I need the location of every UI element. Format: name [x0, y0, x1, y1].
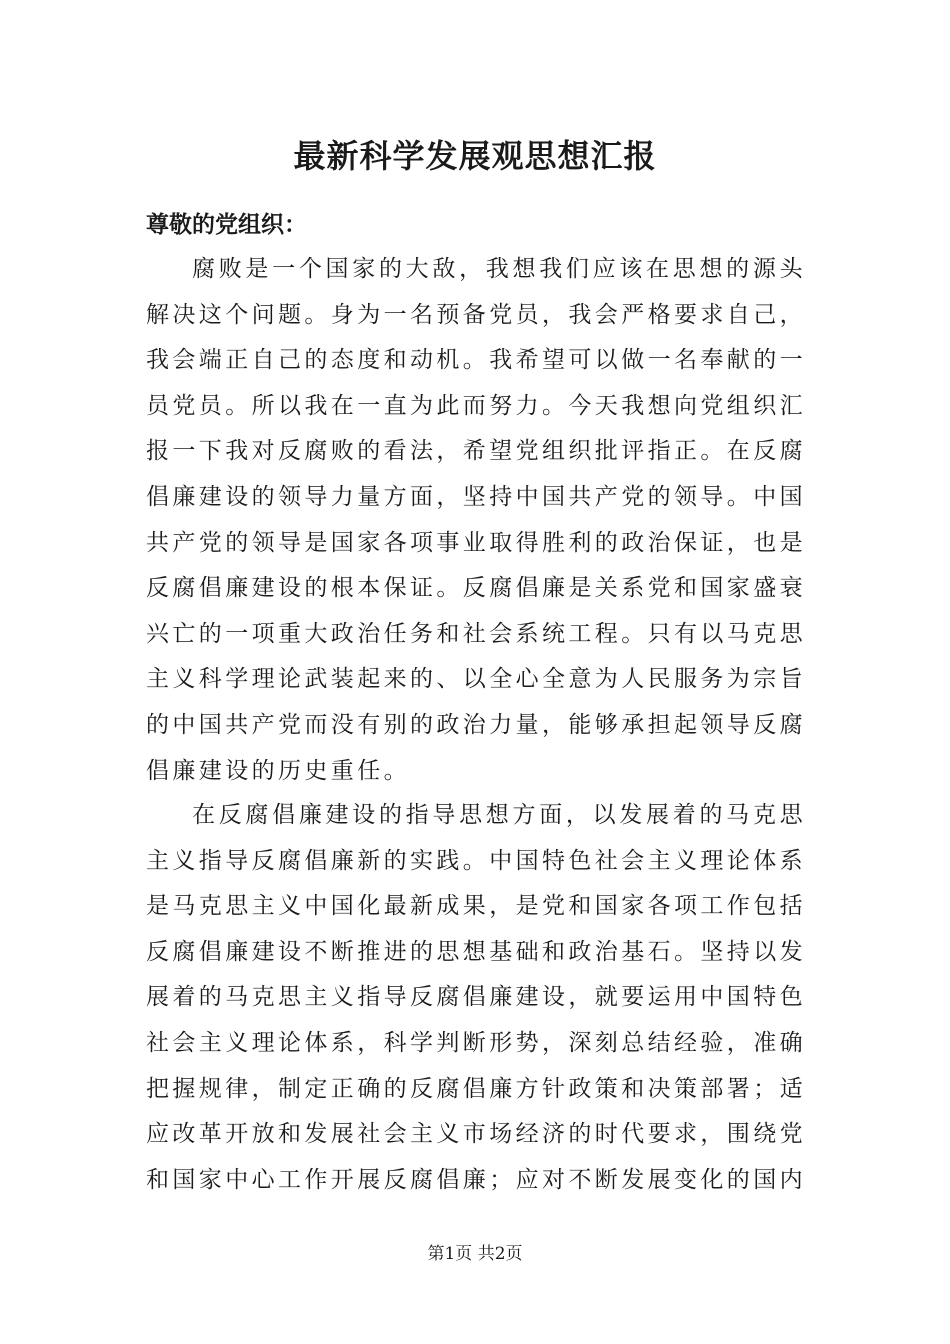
document-title: 最新科学发展观思想汇报 [293, 137, 657, 175]
body-paragraph-2: 在反腐倡廉建设的指导思想方面，以发展着的马克思主义指导反腐倡廉新的实践。中国特色社会主义理论体系是马克思主义中国化最新成果，是党和国家各项工作包括反腐倡廉建设不断推进的思想基础和政治基石。坚持以发展着的马克思主义指导反腐倡廉建设，就要运用中国特色社会主义理论体系，科学判断形势，深刻总结经验，准确把握规律，制定正确的反腐倡廉方针政策和决策部署；适应改革开放和发展社会主义市场经济的时代要求，围绕党和国家中心工作开展反腐倡廉；应对不断发展变化的国内 [146, 802, 806, 1193]
salutation: 尊敬的党组织： [146, 211, 307, 238]
page-footer: 第1页 共2页 [427, 1244, 523, 1264]
body-paragraph-1: 腐败是一个国家的大敌，我想我们应该在思想的源头解决这个问题。身为一名预备党员，我会严格要求自己，我会端正自己的态度和动机。我希望可以做一名奉献的一员党员。所以我在一直为此而努力。今天我想向党组织汇报一下我对反腐败的看法，希望党组织批评指正。在反腐倡廉建设的领导力量方面，坚持中国共产党的领导。中国共产党的领导是国家各项事业取得胜利的政治保证，也是反腐倡廉建设的根本保证。反腐倡廉是关系党和国家盛衰兴亡的一项重大政治任务和社会系统工程。只有以马克思主义科学理论武装起来的、以全心全意为人民服务为宗旨的中国共产党而没有别的政治力量，能够承担起领导反腐倡廉建设的历史重任。 [146, 256, 806, 784]
